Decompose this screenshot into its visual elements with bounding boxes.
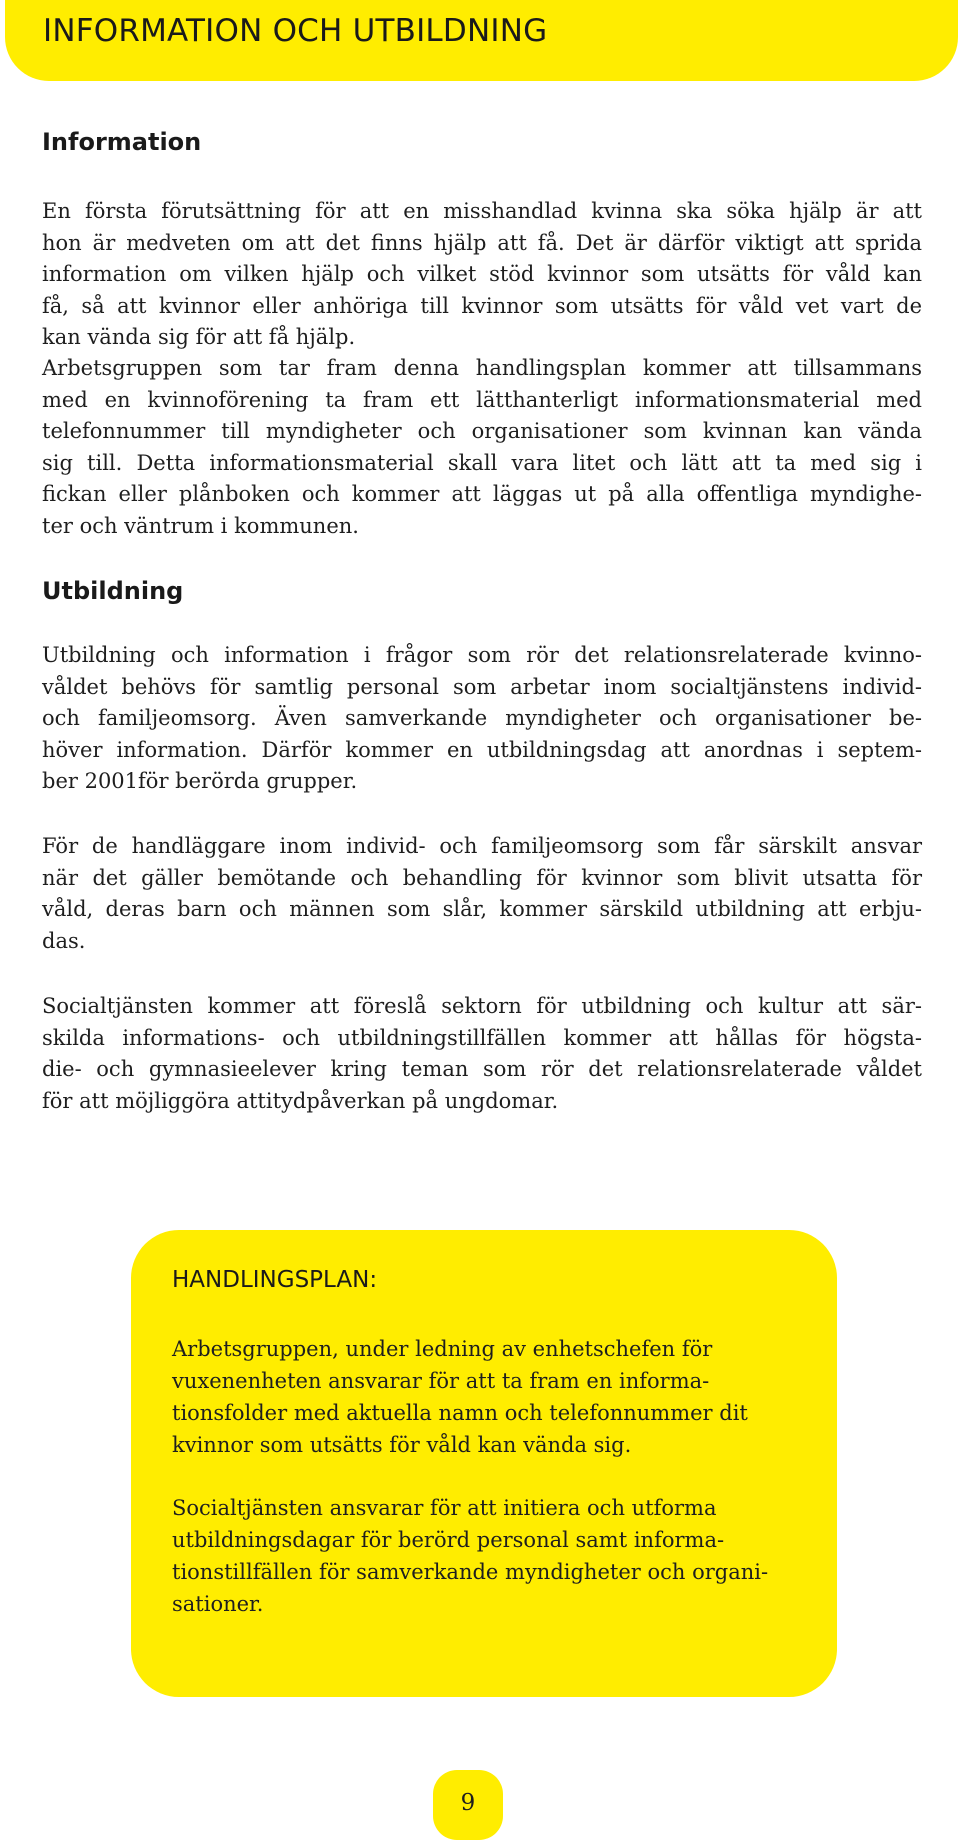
page-number: 9: [460, 1790, 476, 1816]
text-line: våldet behövs för samtlig personal som arbetar inom socialtjänstens individ-: [42, 674, 922, 699]
utbildning-paragraph-3: [42, 991, 922, 1117]
text-line: våld, deras barn och männen som slår, kommer särskild utbildning att erbju-: [42, 897, 922, 921]
section-banner: [5, 0, 958, 81]
text-line: ber 2001för berörda grupper.: [42, 769, 358, 793]
handlingsplan-paragraph-1: [172, 1333, 812, 1461]
utbildning-paragraph-2: [42, 831, 922, 957]
text-line: och familjeomsorg. Även samverkande myndigheter och organisationer be-: [42, 706, 922, 730]
text-line: die- och gymnasieelever kring teman som rör det relationsrelaterade våldet: [42, 1057, 922, 1081]
information-paragraph-1: [42, 196, 922, 354]
text-line: Socialtjänsten ansvarar för att initiera och utforma: [172, 1496, 717, 1520]
text-line: för att möjliggöra attitydpåverkan på ungdomar.: [42, 1088, 559, 1113]
text-line: fickan eller plånboken och kommer att läggas ut på alla offentliga myndighe-: [42, 482, 922, 506]
handlingsplan-paragraph-2: [172, 1492, 812, 1620]
text-line: ter och väntrum i kommunen.: [42, 513, 359, 538]
text-line: utbildningsdagar för berörd personal samt informa-: [172, 1528, 725, 1552]
utbildning-paragraph-1: [42, 640, 922, 798]
text-line: när det gäller bemötande och behandling för kvinnor som blivit utsatta för: [42, 865, 922, 890]
text-line: skilda informations- och utbildningstillfällen kommer att hållas för högsta-: [42, 1025, 922, 1050]
text-line: Utbildning och information i frågor som rör det relationsrelaterade kvinno-: [42, 643, 922, 667]
utbildning-heading: Utbildning: [42, 577, 184, 605]
text-line: Arbetsgruppen som tar fram denna handlingsplan kommer att tillsammans: [42, 356, 922, 380]
handlingsplan-box: [131, 1230, 837, 1697]
text-line: För de handläggare inom individ- och familjeomsorg som får särskilt ansvar: [42, 834, 922, 858]
text-line: höver information. Därför kommer en utbildningsdag att anordnas i septem-: [42, 737, 922, 762]
text-line: sationer.: [172, 1592, 264, 1616]
text-line: das.: [42, 928, 86, 953]
text-line: information om vilken hjälp och vilket stöd kvinnor som utsätts för våld kan: [42, 262, 922, 286]
text-line: hon är medveten om att det finns hjälp att få. Det är därför viktigt att sprida: [42, 230, 922, 255]
handlingsplan-title: HANDLINGSPLAN:: [172, 1267, 378, 1293]
text-line: med en kvinnoförening ta fram ett lätthanterligt informationsmaterial med: [42, 387, 922, 412]
information-paragraph-2: [42, 353, 922, 542]
text-line: tionstillfällen för samverkande myndigheter och organi-: [172, 1560, 769, 1584]
text-line: tionsfolder med aktuella namn och telefonnummer dit: [172, 1401, 748, 1425]
text-line: vuxenenheten ansvarar för att ta fram en informa-: [172, 1369, 710, 1393]
text-line: En första förutsättning för att en misshandlad kvinna ska söka hjälp är att: [42, 199, 922, 223]
text-line: kan vända sig för att få hjälp.: [42, 325, 356, 349]
text-line: kvinnor som utsätts för våld kan vända sig.: [172, 1433, 632, 1457]
text-line: Socialtjänsten kommer att föreslå sektorn för utbildning och kultur att sär-: [42, 994, 922, 1018]
text-line: telefonnummer till myndigheter och organisationer som kvinnan kan vända: [42, 419, 922, 443]
information-heading: Information: [42, 128, 202, 156]
text-line: Arbetsgruppen, under ledning av enhetschefen för: [172, 1337, 713, 1361]
page-number-badge: [433, 1770, 503, 1840]
text-line: få, så att kvinnor eller anhöriga till kvinnor som utsätts för våld vet vart de: [42, 293, 922, 318]
text-line: sig till. Detta informationsmaterial skall vara litet och lätt att ta med sig i: [42, 450, 922, 475]
section-title: INFORMATION OCH UTBILDNING: [43, 13, 548, 49]
